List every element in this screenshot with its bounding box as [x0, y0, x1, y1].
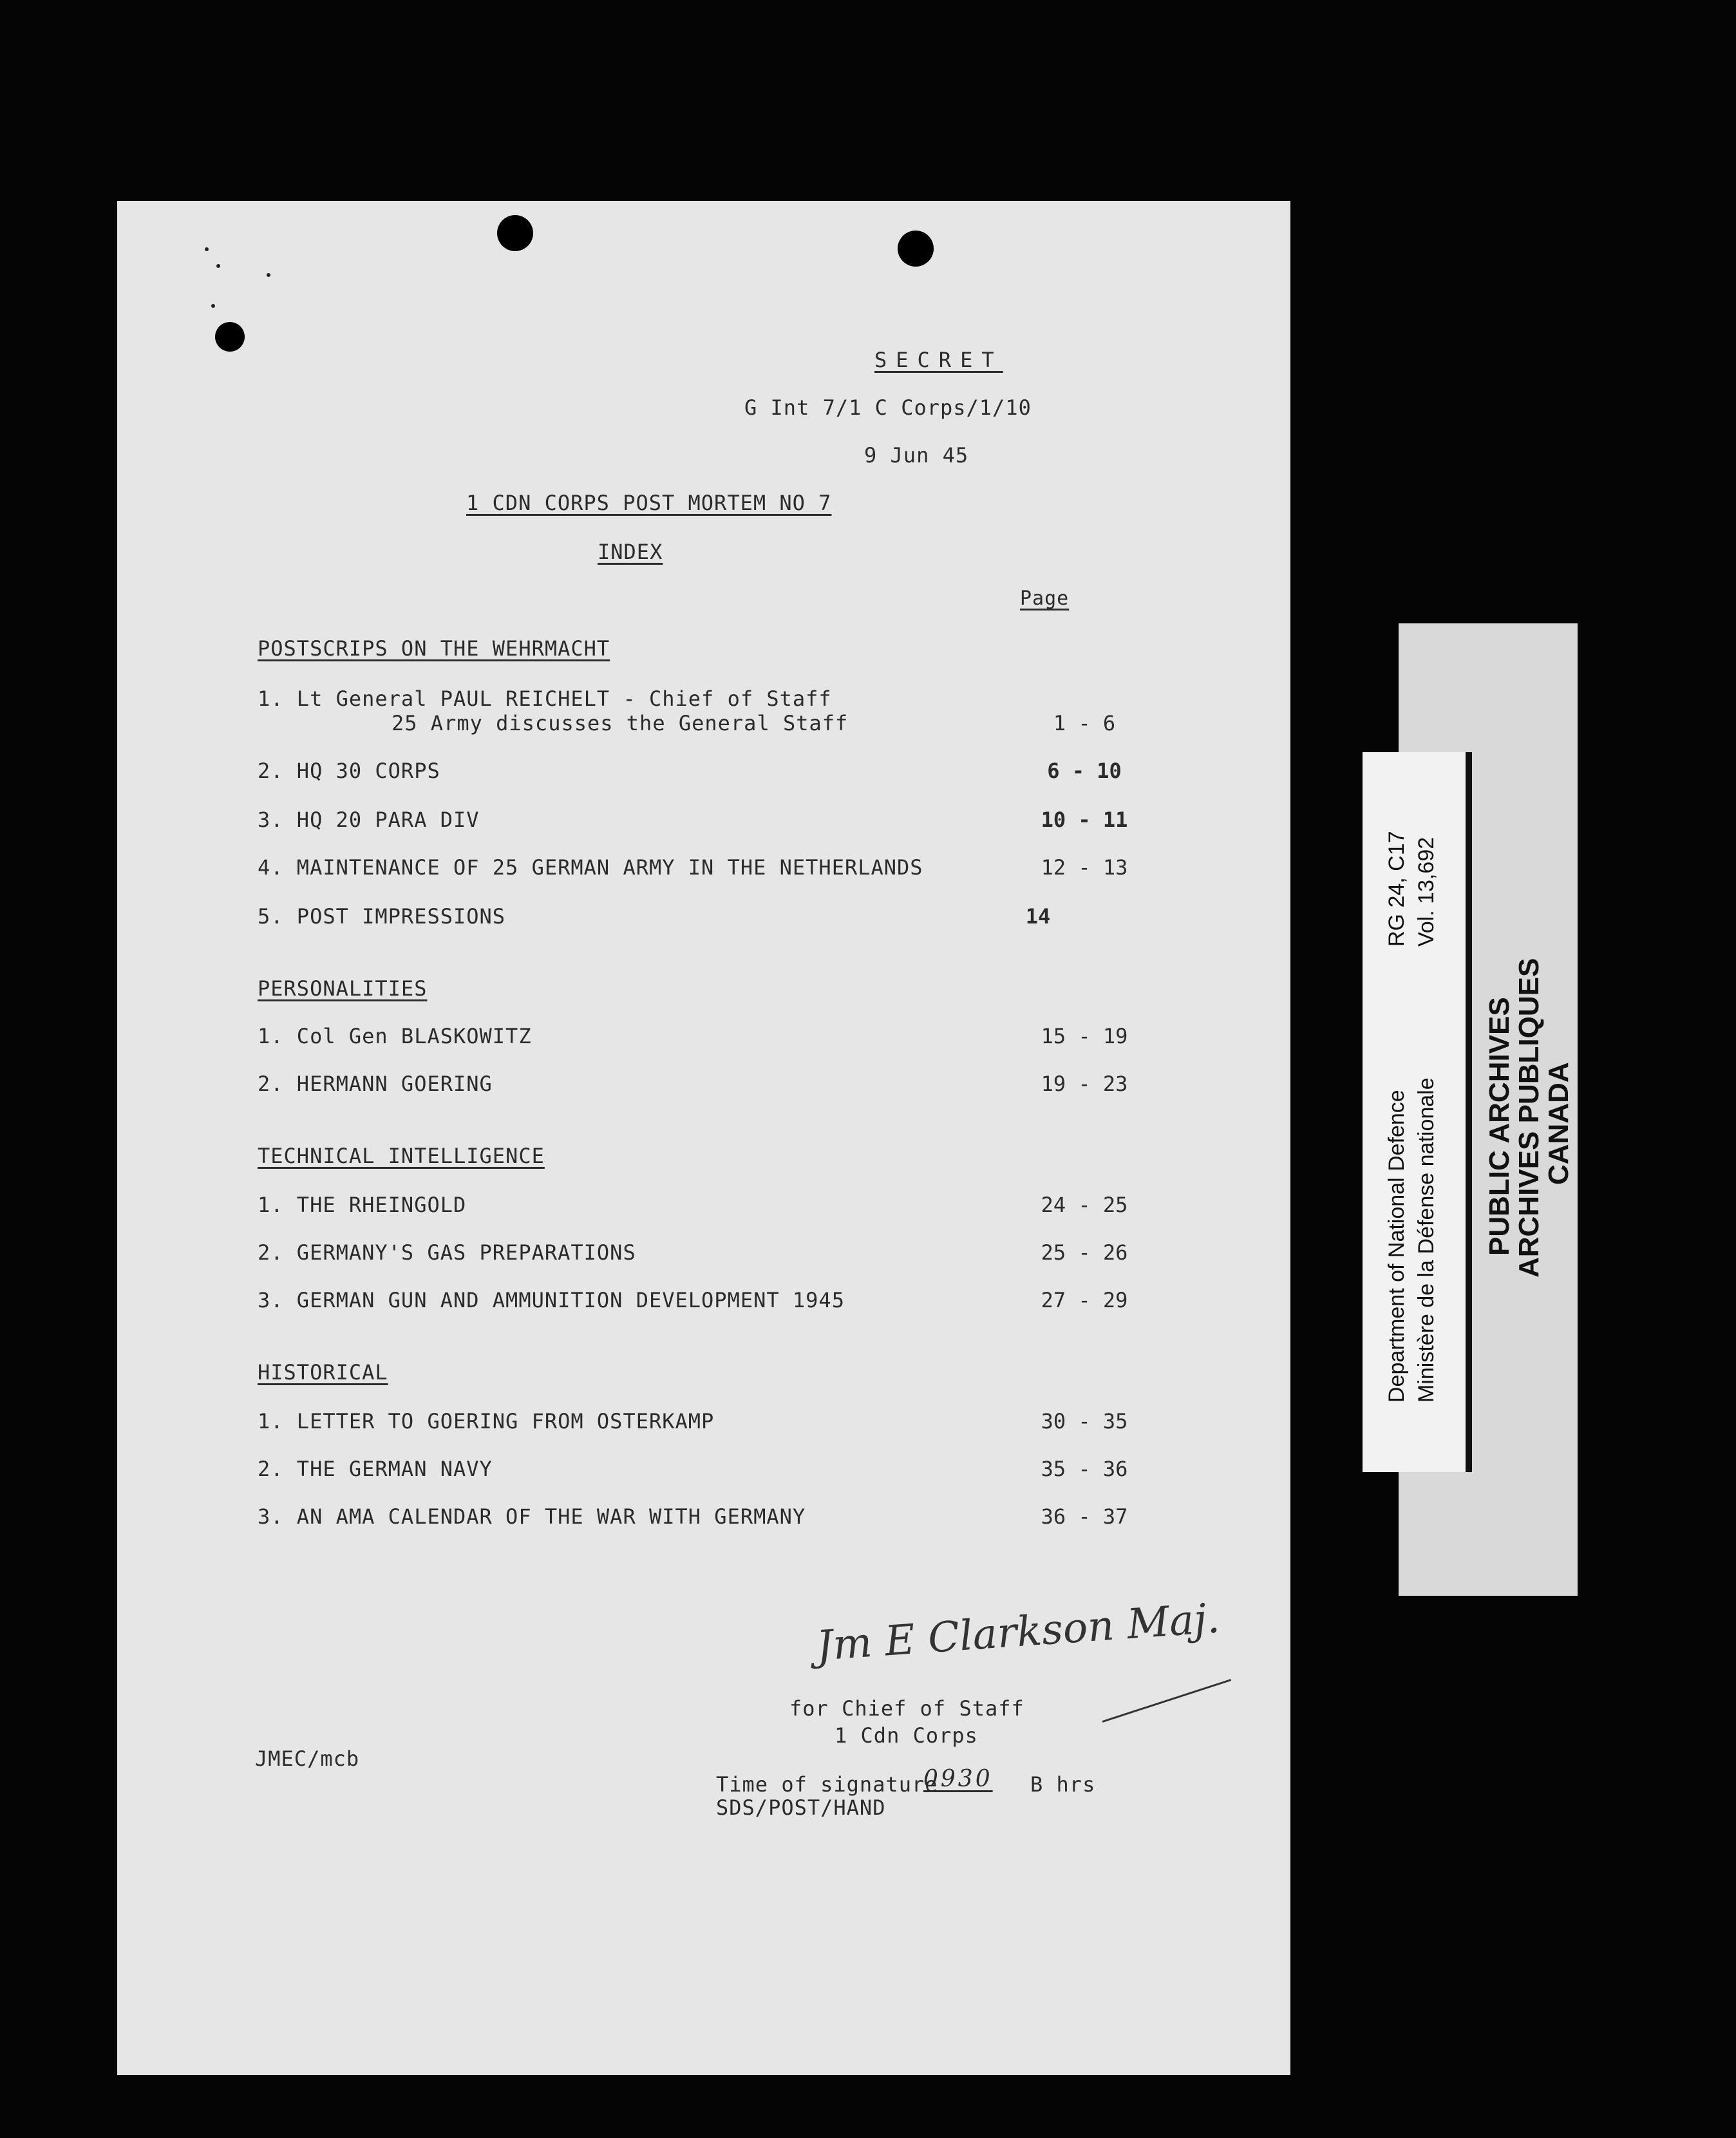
file-reference: G Int 7/1 C Corps/1/10 [744, 395, 1032, 420]
index-entry: 3. GERMAN GUN AND AMMUNITION DEVELOPMENT 1945 [258, 1288, 845, 1312]
page-range: 35 - 36 [1041, 1457, 1128, 1481]
signature-for-line: for Chief of Staff [789, 1696, 1024, 1721]
index-entry: 2. HERMANN GOERING [258, 1072, 493, 1096]
distribution-line: SDS/POST/HAND [716, 1795, 886, 1820]
department-english: Department of National Defence [1384, 1090, 1409, 1403]
page-range: 1 - 6 [1053, 711, 1116, 735]
page-range: 12 - 13 [1041, 855, 1128, 880]
index-entry: 2. GERMANY'S GAS PREPARATIONS [258, 1240, 636, 1265]
signature-stroke [1102, 1679, 1232, 1723]
page-column-header: Page [1020, 587, 1070, 610]
index-entry: 1. Col Gen BLASKOWITZ [258, 1024, 532, 1048]
department-french: Ministère de la Défense nationale [1414, 1077, 1439, 1403]
page-range: 19 - 23 [1041, 1072, 1128, 1096]
page-range: 24 - 25 [1041, 1193, 1128, 1217]
index-entry: 1. THE RHEINGOLD [258, 1193, 467, 1217]
index-entry: 4. MAINTENANCE OF 25 GERMAN ARMY IN THE NETHERLANDS [258, 855, 923, 880]
typist-initials: JMEC/mcb [255, 1746, 360, 1771]
punch-hole [898, 231, 934, 267]
time-of-signature-value: 0930 [923, 1766, 993, 1792]
section-heading: PERSONALITIES [258, 976, 428, 1001]
page-range: 30 - 35 [1041, 1409, 1128, 1433]
time-of-signature-label: Time of signature [716, 1772, 938, 1797]
index-entry: 2. THE GERMAN NAVY [258, 1457, 493, 1481]
handwritten-signature: Jm E Clarkson Maj. [815, 1594, 1222, 1670]
public-archives-english: PUBLIC ARCHIVES [1484, 997, 1515, 1256]
speck [216, 264, 220, 268]
index-heading: INDEX [598, 540, 663, 564]
archive-ref-vol: Vol. 13,692 [1414, 837, 1439, 947]
archives-country: CANADA [1543, 1062, 1574, 1185]
punch-hole [215, 322, 245, 352]
page-range: 14 [1025, 904, 1051, 929]
index-entry: 1. Lt General PAUL REICHELT - Chief of Staff [258, 686, 832, 711]
index-entry: 3. AN AMA CALENDAR OF THE WAR WITH GERMANY [258, 1504, 806, 1529]
page-range: 25 - 26 [1041, 1240, 1128, 1265]
page-range: 15 - 19 [1041, 1024, 1128, 1048]
page-range: 27 - 29 [1041, 1288, 1128, 1312]
classification-marking: SECRET [874, 348, 1003, 372]
public-archives-french: ARCHIVES PUBLIQUES [1513, 958, 1545, 1278]
speck [211, 304, 215, 308]
index-entry: 1. LETTER TO GOERING FROM OSTERKAMP [258, 1409, 715, 1433]
section-heading: POSTSCRIPS ON THE WEHRMACHT [258, 636, 610, 661]
punch-hole [497, 215, 533, 251]
section-heading: TECHNICAL INTELLIGENCE [258, 1144, 545, 1168]
archive-ref-rg: RG 24, C17 [1384, 831, 1409, 947]
document-date: 9 Jun 45 [864, 443, 969, 468]
section-heading: HISTORICAL [258, 1360, 388, 1385]
index-entry: 5. POST IMPRESSIONS [258, 904, 506, 929]
page-range: 10 - 11 [1041, 808, 1128, 832]
document-title: 1 CDN CORPS POST MORTEM NO 7 [466, 491, 832, 515]
time-of-signature-suffix: B hrs [1030, 1772, 1096, 1797]
index-entry: 3. HQ 20 PARA DIV [258, 808, 480, 832]
index-entry-continuation: 25 Army discusses the General Staff [392, 711, 849, 735]
page-range: 36 - 37 [1041, 1504, 1128, 1529]
speck [205, 247, 209, 251]
index-entry: 2. HQ 30 CORPS [258, 759, 440, 783]
signature-unit-line: 1 Cdn Corps [835, 1723, 978, 1748]
page-range: 6 - 10 [1047, 759, 1122, 783]
speck [267, 273, 270, 277]
document-page [117, 201, 1290, 2075]
